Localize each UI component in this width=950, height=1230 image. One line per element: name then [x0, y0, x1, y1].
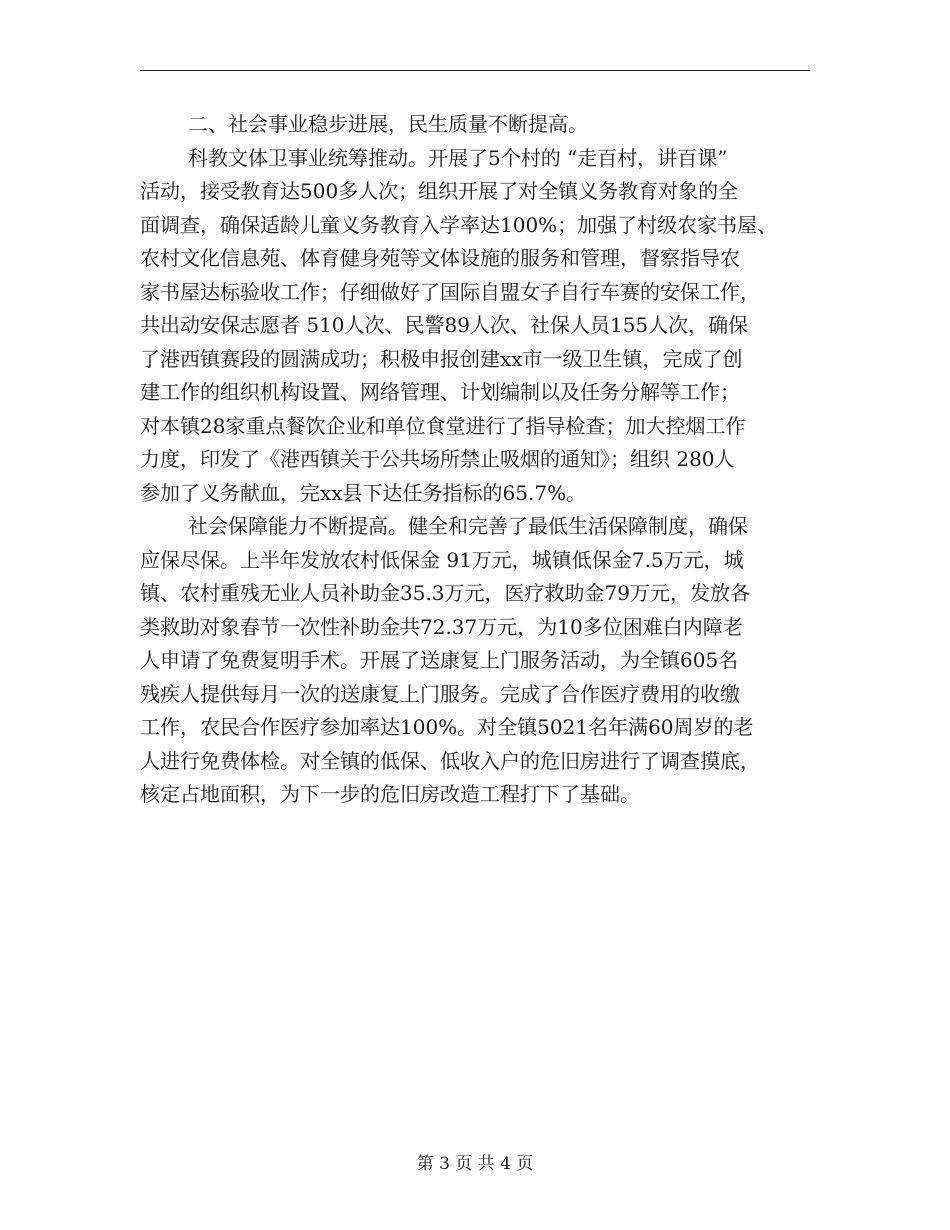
paragraph-line: 科教文体卫事业统筹推动。开展了5个村的 “走百村，讲百课” — [188, 145, 728, 170]
document-body — [140, 108, 815, 812]
paragraph-line: 建工作的组织机构设置、网络管理、计划编制以及任务分解等工作； — [140, 380, 740, 404]
paragraph-line: 类救助对象春节一次性补助金共72.37万元，为10多位困难白内障老 — [140, 614, 743, 639]
paragraph-line: 残疾人提供每月一次的送康复上门服务。完成了合作医疗费用的收缴 — [140, 681, 740, 706]
page-number-footer: 第 3 页 共 4 页 — [416, 1154, 534, 1174]
paragraph-line: 工作，农民合作医疗参加率达100%。对全镇5021名年满60周岁的老 — [140, 715, 754, 739]
paragraph-line: 核定占地面积，为下一步的危旧房改造工程打下了基础。 — [140, 782, 640, 806]
paragraph-line: 了港西镇赛段的圆满成功；积极申报创建xx市一级卫生镇，完成了创 — [140, 346, 743, 371]
paragraph-line: 人申请了免费复明手术。开展了送康复上门服务活动，为全镇605名 — [140, 648, 739, 672]
paragraph-line: 力度，印发了《港西镇关于公共场所禁止吸烟的通知》；组织 280人 — [140, 447, 735, 471]
paragraph-line: 家书屋达标验收工作；仔细做好了国际自盟女子自行车赛的安保工作， — [140, 279, 760, 304]
header-rule — [140, 70, 810, 71]
paragraph-line: 社会保障能力不断提高。健全和完善了最低生活保障制度，确保 — [188, 514, 748, 538]
section-heading: 二、社会事业稳步进展，民生质量不断提高。 — [188, 112, 588, 136]
paragraph-line: 面调查，确保适龄儿童义务教育入学率达100%；加强了村级农家书屋、 — [140, 212, 778, 237]
paragraph-line: 参加了义务献血，完xx县下达任务指标的65.7%。 — [140, 480, 587, 505]
paragraph-line: 农村文化信息苑、体育健身苑等文体设施的服务和管理，督察指导农 — [140, 246, 740, 270]
paragraph-line: 共出动安保志愿者 510人次、民警89人次、社保人员155人次，确保 — [140, 313, 749, 337]
paragraph-line: 镇、农村重残无业人员补助金35.3万元，医疗救助金79万元，发放各 — [140, 581, 750, 605]
paragraph-line: 应保尽保。上半年发放农村低保金 91万元，城镇低保金7.5万元，城 — [140, 547, 744, 572]
paragraph-line: 对本镇28家重点餐饮企业和单位食堂进行了指导检查；加大控烟工作 — [140, 413, 746, 438]
paragraph-line: 人进行免费体检。对全镇的低保、低收入户的危旧房进行了调查摸底， — [140, 748, 760, 773]
paragraph-line: 活动，接受教育达500多人次；组织开展了对全镇义务教育对象的全 — [140, 179, 739, 203]
